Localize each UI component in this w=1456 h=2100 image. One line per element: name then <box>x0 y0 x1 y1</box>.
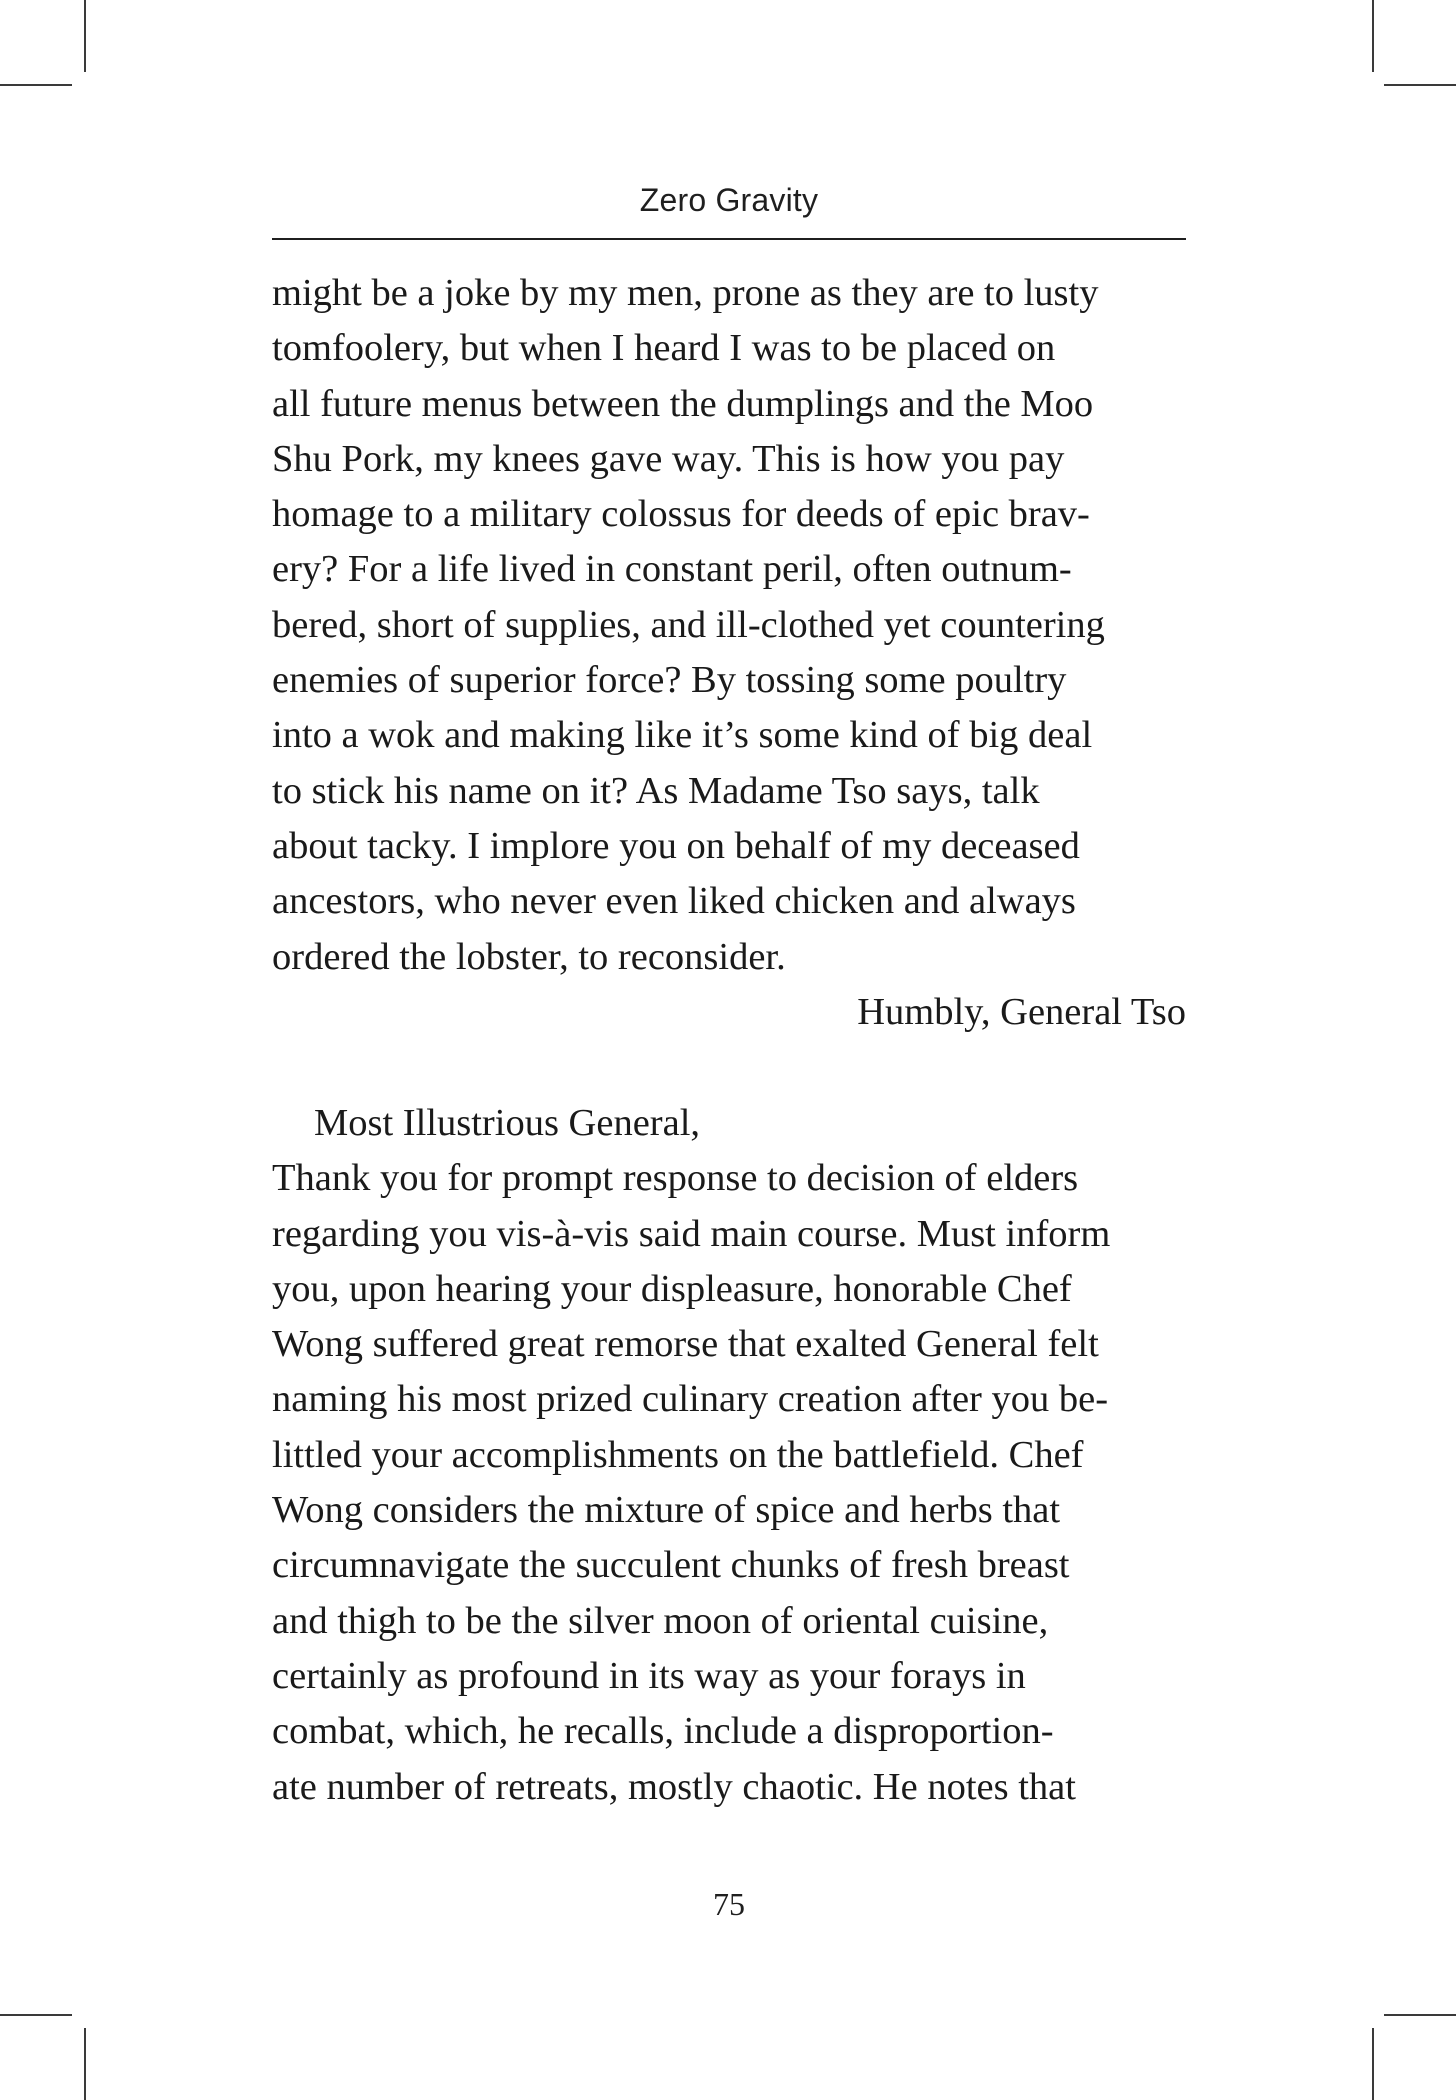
text-line: to stick his name on it? As Madame Tso says, talk <box>272 769 1040 812</box>
text-line: naming his most prized culinary creation after you be- <box>272 1378 1109 1421</box>
text-line: Shu Pork, my knees gave way. This is how you pay <box>272 437 1065 480</box>
text-line: ancestors, who never even liked chicken and always <box>272 880 1076 923</box>
crop-mark-bottom-right-vertical <box>1372 2028 1374 2100</box>
text-line: into a wok and making like it’s some kind of big deal <box>272 714 1093 757</box>
page-number: 75 <box>713 1886 745 1922</box>
text-line: certainly as profound in its way as your forays in <box>272 1654 1026 1697</box>
text-line: and thigh to be the silver moon of oriental cuisine, <box>272 1599 1049 1642</box>
running-head: Zero Gravity <box>639 182 819 218</box>
crop-mark-top-left-horizontal <box>0 84 72 86</box>
text-line: about tacky. I implore you on behalf of my deceased <box>272 824 1080 867</box>
text-line: Wong suffered great remorse that exalted General felt <box>272 1323 1099 1366</box>
crop-mark-bottom-left-vertical <box>84 2028 86 2100</box>
text-line: bered, short of supplies, and ill-clothed yet countering <box>272 603 1105 646</box>
text-line: circumnavigate the succulent chunks of fresh breast <box>272 1544 1070 1587</box>
text-line: regarding you vis-à-vis said main course. Must inform <box>272 1212 1111 1255</box>
text-line: tomfoolery, but when I heard I was to be placed on <box>272 327 1056 370</box>
letter-1-signature: Humbly, General Tso <box>857 990 1186 1033</box>
text-line: combat, which, he recalls, include a disproportion- <box>272 1710 1054 1753</box>
crop-mark-top-left-vertical <box>84 0 86 72</box>
text-line: ordered the lobster, to reconsider. <box>272 935 786 978</box>
text-line: ate number of retreats, mostly chaotic. He notes that <box>272 1765 1076 1808</box>
text-line: might be a joke by my men, prone as they are to lusty <box>272 272 1099 314</box>
text-line: homage to a military colossus for deeds of epic brav- <box>272 493 1090 536</box>
crop-mark-bottom-left-horizontal <box>0 2014 72 2016</box>
text-line: Thank you for prompt response to decision of elders <box>272 1157 1079 1200</box>
text-line: ery? For a life lived in constant peril, often outnum- <box>272 548 1072 591</box>
text-line: littled your accomplishments on the battlefield. Chef <box>272 1433 1084 1476</box>
letter-2 <box>272 1096 1186 1815</box>
text-line: all future menus between the dumplings and the Moo <box>272 382 1094 425</box>
letter-2-salutation: Most Illustrious General, <box>314 1102 701 1144</box>
text-line: Wong considers the mixture of spice and herbs that <box>272 1489 1061 1532</box>
letter-1 <box>272 266 1186 1040</box>
text-line: enemies of superior force? By tossing some poultry <box>272 659 1067 702</box>
text-line: you, upon hearing your displeasure, honorable Chef <box>272 1267 1072 1310</box>
crop-mark-top-right-horizontal <box>1384 84 1456 86</box>
crop-mark-top-right-vertical <box>1372 0 1374 72</box>
running-head-rule <box>272 238 1186 240</box>
crop-mark-bottom-right-horizontal <box>1384 2014 1456 2016</box>
